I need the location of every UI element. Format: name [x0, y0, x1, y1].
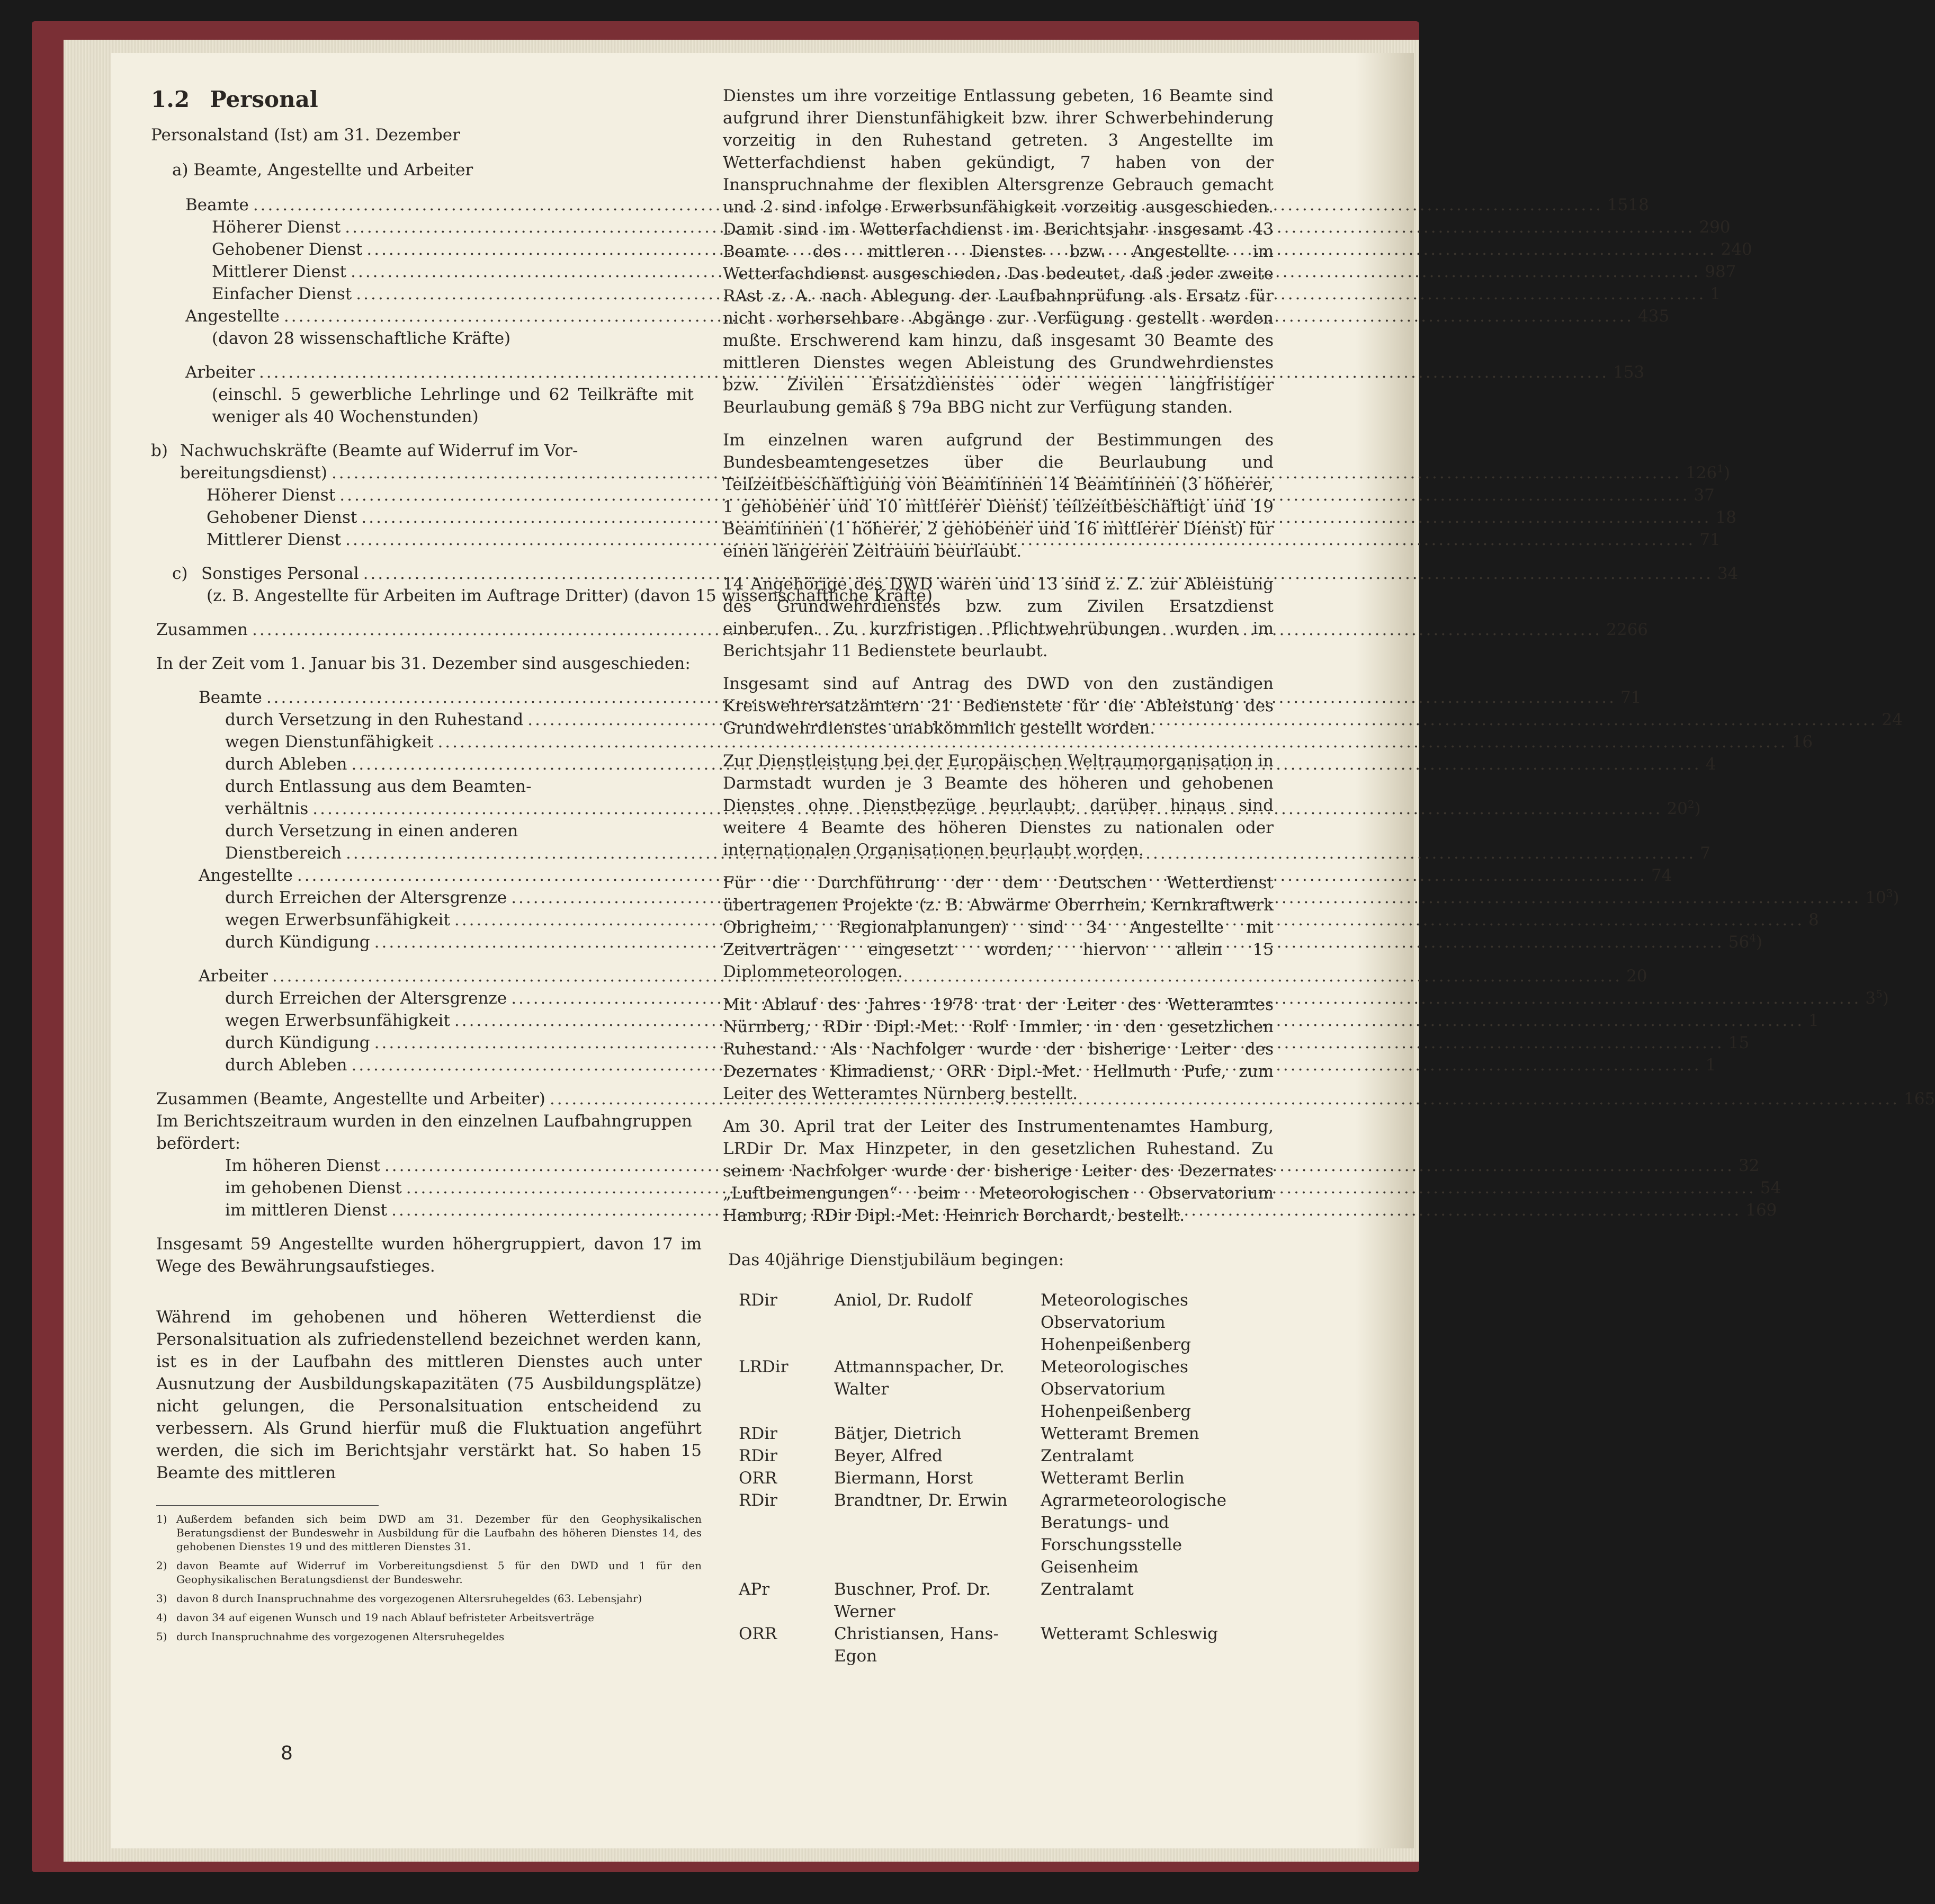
- footnote: 4) davon 34 auf eigenen Wunsch und 19 nach Ablauf befristeter Arbeitsverträge: [156, 1611, 595, 1624]
- aus-arbeiter-subrow: durch Kündigung ..... 15: [225, 1032, 638, 1054]
- section-title: Personal: [210, 86, 318, 112]
- jubilaeum-name: Christiansen, Hans-Egon: [834, 1624, 999, 1666]
- jubilaeum-title: LRDir: [739, 1357, 789, 1376]
- arbeiter-row: Arbeiter ..... 153: [185, 361, 694, 383]
- ausgeschieden-intro: In der Zeit vom 1. Januar bis 31. Dezember sind ausgeschieden:: [156, 654, 691, 673]
- group-b: b) Nachwuchskräfte (Beamte auf Widerruf im Vor- bereitungsdienst) ..... $126^1$) Höherer Dienst ..... 37 Gehobener Dienst ..... 18 Mittlerer Dienst ..... 71: [151, 440, 686, 551]
- footnote: 2) davon Beamte auf Widerruf im Vorbereitungsdienst 5 für den DWD und 1 für den Geophysikalischen Beratungsdienst der Bundeswehr.: [156, 1559, 702, 1586]
- beamte-subrow: Einfacher Dienst ..... 1: [212, 283, 635, 305]
- jubilaeum-title: RDir: [739, 1291, 777, 1310]
- footnote: 3) davon 8 durch Inanspruchnahme des vorgezogenen Altersruhegeldes (63. Lebensjahr): [156, 1592, 642, 1605]
- aus-angestellte-subrow: durch Erreichen der Altersgrenze ..... $10^3$): [225, 887, 638, 909]
- arbeiter-note: (einschl. 5 gewerbliche Lehrlinge und 62 Teilkräfte mit weniger als 40 Wochenstunden): [212, 385, 694, 426]
- intro-text: Personalstand (Ist) am 31. Dezember: [151, 126, 460, 145]
- jubilaeum-title: RDir: [739, 1424, 777, 1443]
- aus-beamte-subrow: wegen Dienstunfähigkeit ..... 16: [225, 731, 638, 753]
- section-number: 1.2: [151, 86, 190, 112]
- body-paragraph: Im einzelnen waren aufgrund der Bestimmungen des Bundesbeamtengesetzes über die Beurlaubung und Teilzeitbeschäftigung von Beamtinnen 14 Beamtinnen (3 höherer, 1 gehobener und 10 mittlerer Dienst) teilzeitbeschäftigt und 19 Beamtinnen (1 höherer, 2 gehobener und 16 mittlerer Dienst) für einen längeren Zeitraum beurlaubt.: [723, 431, 1274, 561]
- angestellte-row: Angestellte ..... 435: [185, 305, 694, 327]
- befoerdert-subrow: im gehobenen Dienst ..... 54: [225, 1177, 649, 1199]
- jubilaeum-table: [739, 1289, 1252, 1667]
- jubilaeum-title: APr: [739, 1580, 770, 1599]
- jubilaeum-name: Biermann, Horst: [834, 1469, 973, 1488]
- zusammen-row: Zusammen ..... 2266: [156, 619, 707, 641]
- jubilaeum-office: Wetteramt Berlin: [1041, 1469, 1185, 1488]
- body-paragraph: Zur Dienstleistung bei der Europäischen Weltraumorganisation in Darmstadt wurden je 3 Beamte des höheren und gehobenen Dienstes ohne Dienstbezüge beurlaubt; darüber hinaus sind weitere 4 Beamte des höheren Dienstes zu nationalen oder internationalen Organisationen beurlaubt worden.: [723, 752, 1274, 860]
- jubilaeum-title: RDir: [739, 1491, 777, 1510]
- angestellte-note: (davon 28 wissenschaftliche Kräfte): [212, 329, 511, 348]
- aus-arbeiter-subrow: durch Erreichen der Altersgrenze ..... $3^5$): [225, 987, 638, 1009]
- jubilaeum-office: Meteorologisches Observatorium Hohenpeißenberg: [1041, 1291, 1191, 1354]
- group-a-title: a) Beamte, Angestellte und Arbeiter: [172, 160, 473, 180]
- zusammen2-row: Zusammen (Beamte, Angestellte und Arbeiter) ..... 165: [156, 1088, 691, 1110]
- jubilaeum-name: Bätjer, Dietrich: [834, 1424, 962, 1443]
- jubilaeum-row: [739, 1578, 1252, 1623]
- right-paragraphs: [723, 85, 1274, 1227]
- jubilaeum-name: Beyer, Alfred: [834, 1446, 943, 1465]
- aus-arbeiter-subrow: durch Ableben ..... 1: [225, 1054, 638, 1076]
- jubilaeum-office: Zentralamt: [1041, 1446, 1134, 1465]
- jubilaeum-office: Wetteramt Bremen: [1041, 1424, 1199, 1443]
- jubilaeum-title: RDir: [739, 1446, 777, 1465]
- jubilaeum-name: Aniol, Dr. Rudolf: [834, 1291, 972, 1310]
- footnotes: [156, 1512, 702, 1643]
- befoerdert-subrow: im mittleren Dienst ..... 169: [225, 1199, 649, 1221]
- body-paragraph: Dienstes um ihre vorzeitige Entlassung gebeten, 16 Beamte sind aufgrund ihrer Dienstunfähigkeit bzw. ihrer Schwerbehinderung vorzeitig in den Ruhestand getreten. 3 Angestellte im Wetterfachdienst haben gekündigt, 7 haben von der Inanspruchnahme der flexiblen Altersgrenze Gebrauch gemacht und 2 sind infolge Erwerbsunfähigkeit vorzeitig ausgeschieden. Damit sind im Wetterfachdienst im Berichtsjahr insgesamt 43 Beamte des mittleren Dienstes bzw. Angestellte im Wetterfachdienst ausgeschieden. Das bedeutet, daß jeder zweite RAst z. A. nach Ablegung der Laufbahnprüfung als Ersatz für nicht vorhersehbare Abgänge zur Verfügung gestellt werden mußte. Erschwerend kam hinzu, daß insgesamt 30 Beamte des mittleren Dienstes wegen Ableistung des Grundwehrdienstes bzw. Zivilen Ersatzdienstes oder wegen langfristiger Beurlaubung gemäß § 79a BBG nicht zur Verfügung standen.: [723, 86, 1274, 417]
- body-paragraph: Insgesamt sind auf Antrag des DWD von den zuständigen Kreiswehrersatzämtern 21 Bedienstete für die Ableistung des Grundwehrdienstes unabkömmlich gestellt worden.: [723, 674, 1274, 738]
- ausgeschieden-list: Beamte ..... 71 durch Versetzung in den Ruhestand ..... 24 wegen Dienstunfähigkeit ..... 16 durch Ableben ..... 4 durch Entlassung aus dem Beamten- verhältnis ..... $20^2$) durch Versetzung in einen anderen Dienstbereich ..... 7 Angestellte ..... 74 durch Erreichen der Altersgrenze ..... $10^3$) wegen Erwerbsunfähigkeit ..... 8 durch Kündigung ..... $56^4$) Arbeiter ..... 20 durch Erreichen der Altersgrenze ..... $3^5$) wegen Erwerbsunfähigkeit ..... 1 durch Kündigung ..... 15 durch Ableben ..... 1: [199, 686, 691, 1076]
- sonstiges-row: Sonstiges Personal ..... 34: [201, 562, 1738, 585]
- beamte-subrow: Gehobener Dienst ..... 240: [212, 238, 635, 261]
- jubilaeum-row: [739, 1423, 1252, 1445]
- versetzung-row: Dienstbereich ..... 7: [225, 842, 638, 864]
- jubilaeum-name: Attmannspacher, Dr. Walter: [834, 1357, 1005, 1399]
- beamte-subrow: Höherer Dienst ..... 290: [212, 216, 635, 238]
- footnote: 5) durch Inanspruchnahme des vorgezogenen Altersruhegeldes: [156, 1630, 505, 1643]
- entlassung-row: verhältnis ..... $20^2$): [225, 798, 638, 820]
- jubilaeum-name: Buschner, Prof. Dr. Werner: [834, 1580, 991, 1621]
- jubilaeum-office: Meteorologisches Observatorium Hohenpeißenberg: [1041, 1357, 1191, 1421]
- hoehergruppiert-text: Insgesamt 59 Angestellte wurden höhergruppiert, davon 17 im Wege des Bewährungsaufstieges.: [156, 1235, 702, 1276]
- jubilaeum-title: ORR: [739, 1624, 777, 1643]
- jubilaeum-office: Wetteramt Schleswig: [1041, 1624, 1218, 1643]
- page-number: 8: [281, 1742, 293, 1764]
- body-paragraph: Am 30. April trat der Leiter des Instrumentenamtes Hamburg, LRDir Dr. Max Hinzpeter, in den gesetzlichen Ruhestand. Zu seinem Nachfolger wurde der bisherige Leiter des Dezernates „Luftbeimengungen“ beim Meteorologischen Observatorium Hamburg, RDir Dipl.-Met. Heinrich Borchardt, bestellt.: [723, 1117, 1274, 1225]
- jubilaeum-row: [739, 1289, 1252, 1356]
- section-heading: [151, 85, 808, 114]
- aus-arbeiter-subrow: wegen Erwerbsunfähigkeit ..... 1: [225, 1009, 638, 1032]
- footnote-rule: [156, 1505, 379, 1506]
- befoerdert-subrow: Im höheren Dienst ..... 32: [225, 1155, 649, 1177]
- aus-beamte-subrow: durch Ableben ..... 4: [225, 753, 638, 775]
- befoerdert-intro: Im Berichtszeitraum wurden in den einzelnen Laufbahngruppen befördert:: [156, 1112, 693, 1153]
- aus-arbeiter-row: Arbeiter ..... 20: [199, 965, 691, 987]
- jubilaeum-row: [739, 1623, 1252, 1667]
- situation-paragraph: Während im gehobenen und höheren Wetterdienst die Personalsituation als zufriedenstellend bezeichnet werden kann, ist es in der Laufbahn des mittleren Dienstes auch unter Ausnutzung der Ausbildungskapazitäten (75 Ausbildungsplätze) nicht gelungen, die Personalsituation entscheidend zu verbessern. Als Grund hierfür muß die Fluktuation angeführt werden, die sich im Berichtsjahr verstärkt hat. So haben 15 Beamte des mittleren: [156, 1308, 702, 1482]
- body-paragraph: 14 Angehörige des DWD waren und 13 sind z. Z. zur Ableistung des Grundwehrdienstes bzw. zum Zivilen Ersatzdienst einberufen. Zu kurzfristigen Pflichtwehrübungen wurden im Berichtsjahr 11 Bedienstete beurlaubt.: [723, 575, 1274, 660]
- jubilaeum-name: Brandtner, Dr. Erwin: [834, 1491, 1008, 1510]
- group-c: c) Sonstiges Personal ..... 34 (z. B. Angestellte für Arbeiten im Auftrage Dritter) (davon 15 wissenschaftliche Kräfte): [172, 562, 696, 607]
- body-paragraph: Für die Durchführung der dem Deutschen Wetterdienst übertragenen Projekte (z. B. Abwärme Oberrhein, Kernkraftwerk Obrigheim, Regionalplanungen) sind 34 Angestellte mit Zeitverträgen eingesetzt worden; hiervon allein 15 Diplommeteorologen.: [723, 873, 1274, 981]
- aus-angestellte-row: Angestellte ..... 74: [199, 864, 691, 887]
- jubilaeum-intro: Das 40jährige Dienstjubiläum begingen:: [728, 1250, 1064, 1270]
- nachwuchs-subrow: Gehobener Dienst ..... 18: [207, 506, 630, 529]
- aus-beamte-row: Beamte ..... 71: [199, 686, 691, 709]
- aus-angestellte-subrow: wegen Erwerbsunfähigkeit ..... 8: [225, 909, 638, 931]
- nachwuchs-row: bereitungsdienst) ..... $126^1$): [180, 462, 1730, 484]
- aus-angestellte-subrow: durch Kündigung ..... $56^4$): [225, 931, 638, 953]
- jubilaeum-row: [739, 1467, 1252, 1489]
- jubilaeum-title: ORR: [739, 1469, 777, 1488]
- nachwuchs-subrow: Mittlerer Dienst ..... 71: [207, 529, 630, 551]
- right-column: [723, 85, 1274, 1667]
- jubilaeum-row: [739, 1489, 1252, 1578]
- jubilaeum-office: Agrarmeteorologische Beratungs- und Forschungsstelle Geisenheim: [1041, 1491, 1226, 1577]
- jubilaeum-row: [739, 1445, 1252, 1467]
- nachwuchs-subrow: Höherer Dienst ..... 37: [207, 484, 630, 506]
- body-paragraph: Mit Ablauf des Jahres 1978 trat der Leiter des Wetteramtes Nürnberg, RDir Dipl.-Met. Rolf Immler, in den gesetzlichen Ruhestand. Als Nachfolger wurde der bisherige Leiter des Dezernates Klimadienst, ORR Dipl.-Met. Hellmuth Pufe, zum Leiter des Wetteramtes Nürnberg bestellt.: [723, 995, 1274, 1103]
- aus-beamte-subrow: durch Versetzung in den Ruhestand ..... 24: [225, 709, 638, 731]
- jubilaeum-row: [739, 1356, 1252, 1423]
- footnote: 1) Außerdem befanden sich beim DWD am 31. Dezember für den Geophysikalischen Beratungsdienst der Bundeswehr in Ausbildung für die Laufbahn des höheren Dienstes 14, des gehobenen Dienstes 19 und des mittleren Dienstes 31.: [156, 1513, 702, 1553]
- jubilaeum-office: Zentralamt: [1041, 1580, 1134, 1599]
- beamte-row: Beamte ..... 1518: [185, 194, 694, 216]
- beamte-subrow: Mittlerer Dienst ..... 987: [212, 261, 635, 283]
